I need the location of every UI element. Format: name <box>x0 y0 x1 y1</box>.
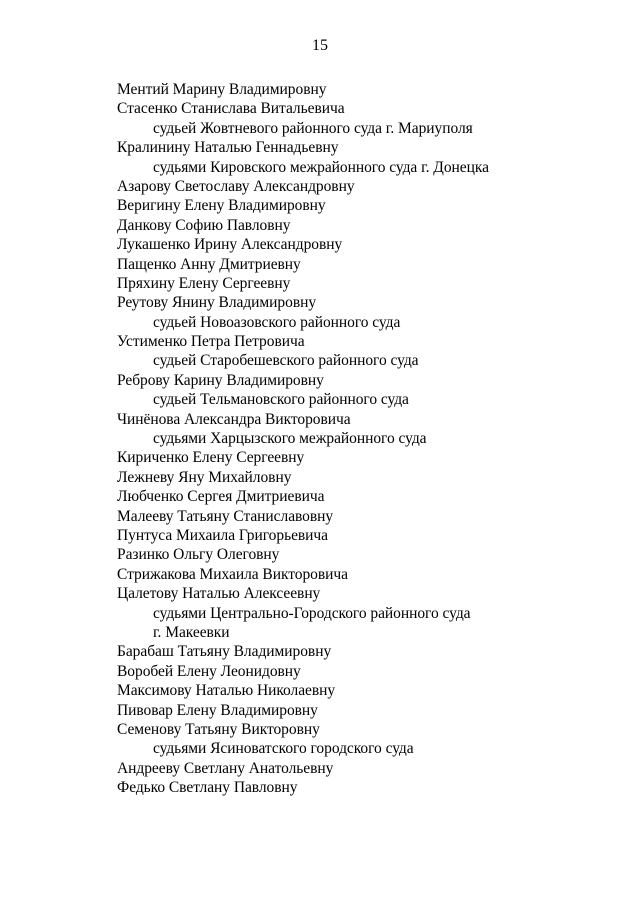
judge-name-line: Пивовар Елену Владимировну <box>117 701 318 719</box>
judge-name-line: Пряхину Елену Сергеевну <box>117 274 291 292</box>
court-assignment-line: судьями Харцызского межрайонного суда <box>153 430 427 448</box>
judge-name-line: Малееву Татьяну Станиславовну <box>117 507 334 525</box>
court-assignment-line: судьей Тельмановского районного суда <box>153 391 409 409</box>
judge-name-line: Реброву Карину Владимировну <box>117 371 324 389</box>
court-assignment-line: судьей Новоазовского районного суда <box>153 313 401 331</box>
appointment-list <box>117 80 617 797</box>
judge-name-line: Устименко Петра Петровича <box>117 333 305 351</box>
judge-name-line: Чинёнова Александра Викторовича <box>117 410 351 428</box>
judge-name-line: Пунтуса Михаила Григорьевича <box>117 526 329 544</box>
judge-name-line: Кралинину Наталью Геннадьевну <box>117 139 339 157</box>
judge-name-line: Лежневу Яну Михайловну <box>117 468 292 486</box>
court-assignment-line: судьями Ясиноватского городского суда <box>153 740 414 758</box>
judge-name-line: Разинко Ольгу Олеговну <box>117 546 280 564</box>
judge-name-line: Любченко Сергея Дмитриевича <box>117 488 325 506</box>
judge-name-line: Пащенко Анну Дмитриевну <box>117 255 301 273</box>
judge-name-line: Ментий Марину Владимировну <box>117 81 327 98</box>
judge-name-line: Андрееву Светлану Анатольевну <box>117 759 334 777</box>
court-assignment-line: судьями Кировского межрайонного суда г. Донецка <box>153 158 489 176</box>
judge-name-line: Данкову Софию Павловну <box>117 216 291 234</box>
judge-name-line: Азарову Светославу Александровну <box>117 177 355 195</box>
court-assignment-line: г. Макеевки <box>153 623 230 641</box>
court-assignment-line: судьей Жовтневого районного суда г. Мариуполя <box>153 119 473 137</box>
page-number: 15 <box>312 37 328 54</box>
judge-name-line: Федько Светлану Павловну <box>117 779 298 797</box>
court-assignment-line: судьями Центрально-Городского районного суда <box>153 604 471 622</box>
judge-name-line: Воробей Елену Леонидовну <box>117 662 301 680</box>
judge-name-line: Максимову Наталью Николаевну <box>117 682 336 700</box>
judge-name-line: Веригину Елену Владимировну <box>117 197 326 215</box>
judge-name-line: Семенову Татьяну Викторовну <box>117 720 320 738</box>
court-assignment-line: судьей Старобешевского районного суда <box>153 352 419 370</box>
judge-name-line: Реутову Янину Владимировну <box>117 294 317 312</box>
judge-name-line: Стасенко Станислава Витальевича <box>117 100 345 118</box>
judge-name-line: Барабаш Татьяну Владимировну <box>117 643 332 661</box>
judge-name-line: Цалетову Наталью Алексеевну <box>117 585 321 603</box>
judge-name-line: Стрижакова Михаила Викторовича <box>117 565 348 583</box>
judge-name-line: Лукашенко Ирину Александровну <box>117 236 343 254</box>
judge-name-line: Кириченко Елену Сергеевну <box>117 449 305 467</box>
